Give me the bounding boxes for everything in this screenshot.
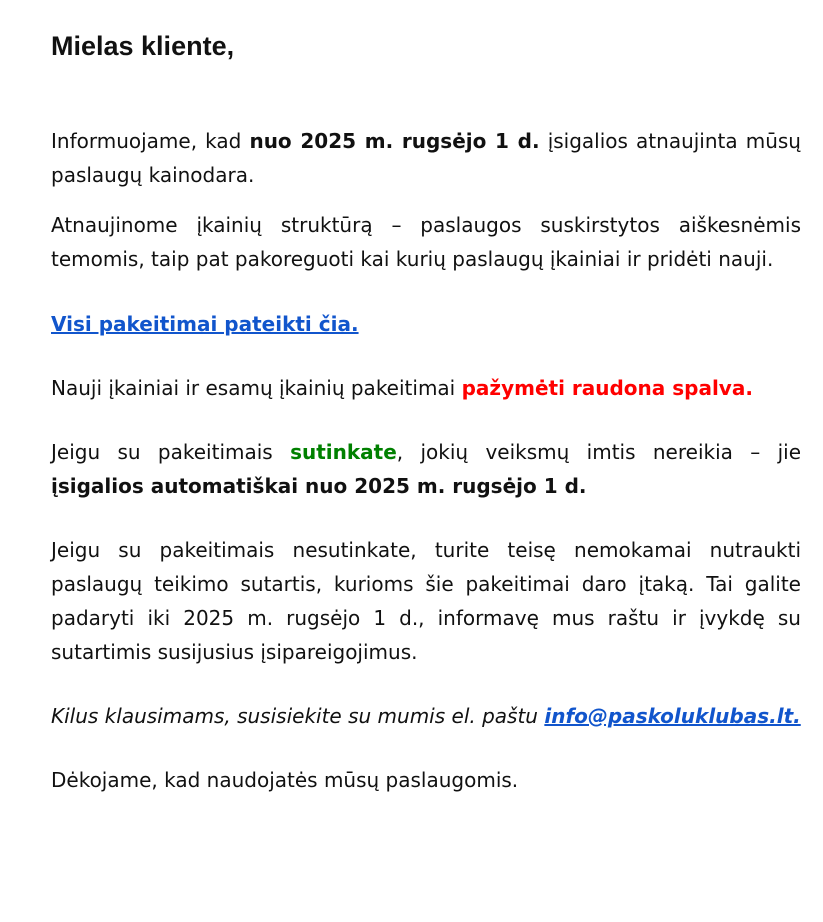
structure-paragraph: Atnaujinome įkainių struktūrą – paslaugos suskirstytos aiškesnėmis temomis, taip pat pakoreguoti kai kurių paslaugų įkainiai ir pridėti nauji. <box>51 213 801 271</box>
intro-text: Informuojame, kad <box>51 129 250 153</box>
red-note-paragraph <box>51 371 801 405</box>
disagree-paragraph: Jeigu su pakeitimais nesutinkate, turite teisę nemokamai nutraukti paslaugų teikimo sutartis, kurioms šie pakeitimai daro įtaką. Tai galite padaryti iki 2025 m. rugsėjo 1 d., informavę mus raštu ir įvykdę su sutartimis susijusius įsipareigojimus. <box>51 538 801 664</box>
closing-paragraph: Dėkojame, kad naudojatės mūsų paslaugomis. <box>51 768 519 792</box>
changes-link[interactable]: Visi pakeitimai pateikti čia. <box>51 312 359 336</box>
agree-text: Jeigu su pakeitimais <box>51 440 291 464</box>
intro-paragraph <box>51 124 801 192</box>
contact-email-link[interactable]: info@paskoluklubas.lt. <box>544 704 801 728</box>
contact-paragraph <box>51 699 801 733</box>
red-note-text: Nauji įkainiai ir esamų įkainių pakeitimai <box>51 376 462 400</box>
contact-text: Kilus klausimams, susisiekite su mumis el. paštu <box>51 704 545 728</box>
agree-paragraph <box>51 435 801 503</box>
greeting-heading: Mielas kliente, <box>51 31 235 61</box>
intro-text-end: įsigalios atnaujinta mūsų paslaugų kainodara. <box>51 129 801 187</box>
agree-auto-date: įsigalios automatiškai nuo 2025 m. rugsėjo 1 d. <box>51 474 587 498</box>
agree-highlight: sutinkate <box>290 440 397 464</box>
changes-link-paragraph <box>51 307 801 341</box>
effective-date: nuo 2025 m. rugsėjo 1 d. <box>249 129 540 153</box>
red-highlight-text: pažymėti raudona spalva. <box>461 376 753 400</box>
agree-text-mid: , jokių veiksmų imtis nereikia – jie <box>396 440 802 464</box>
